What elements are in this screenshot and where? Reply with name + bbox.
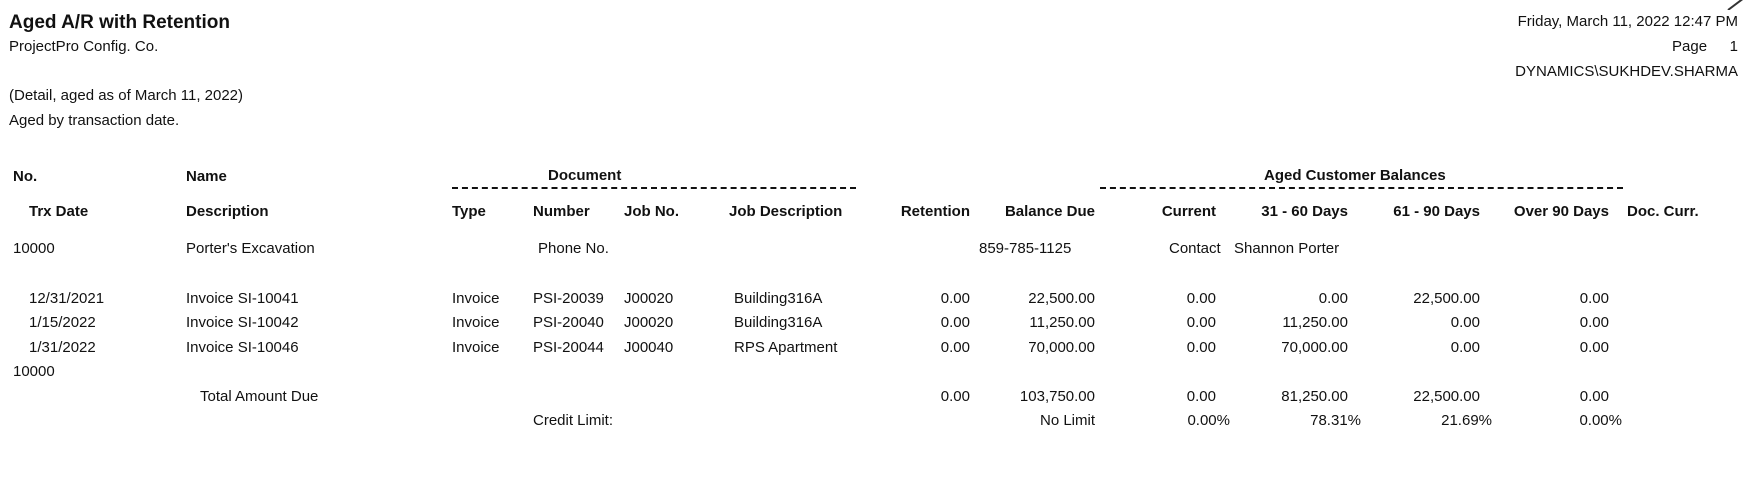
customer-phone: 859-785-1125 <box>979 240 1072 257</box>
total-current: 0.00 <box>1186 388 1216 405</box>
row-job-description: Building316A <box>734 314 823 331</box>
row-job-no: J00020 <box>624 314 674 331</box>
row-balance-due: 22,500.00 <box>1028 290 1095 307</box>
header-over-90: Over 90 Days <box>1513 203 1609 220</box>
pct-over-90: 0.00% <box>1579 412 1622 429</box>
row-current: 0.00 <box>1186 314 1216 331</box>
header-job-description: Job Description <box>729 203 843 220</box>
total-over-90: 0.00 <box>1579 388 1609 405</box>
header-description: Description <box>186 203 269 220</box>
header-current: Current <box>1161 203 1216 220</box>
row-over-90: 0.00 <box>1579 314 1609 331</box>
row-description: Invoice SI-10041 <box>186 290 299 307</box>
header-type: Type <box>452 203 486 220</box>
header-number: Number <box>533 203 590 220</box>
phone-label: Phone No. <box>538 240 609 257</box>
total-retention: 0.00 <box>940 388 970 405</box>
credit-limit-value: No Limit <box>1039 412 1095 429</box>
page-number: 1 <box>1729 38 1738 55</box>
row-over-90: 0.00 <box>1579 339 1609 356</box>
corner-edge-icon <box>1724 0 1746 10</box>
row-number: PSI-20040 <box>533 314 604 331</box>
pct-61-90: 21.69% <box>1441 412 1492 429</box>
row-type: Invoice <box>452 314 500 331</box>
header-doc-curr: Doc. Curr. <box>1627 203 1699 220</box>
row-retention: 0.00 <box>940 314 970 331</box>
header-job-no: Job No. <box>624 203 679 220</box>
row-number: PSI-20044 <box>533 339 604 356</box>
document-dashed-rule <box>452 187 856 189</box>
header-31-60: 31 - 60 Days <box>1261 203 1348 220</box>
company-name: ProjectPro Config. Co. <box>9 38 159 55</box>
row-type: Invoice <box>452 290 500 307</box>
header-61-90: 61 - 90 Days <box>1393 203 1480 220</box>
credit-limit-label: Credit Limit: <box>533 412 614 429</box>
row-current: 0.00 <box>1186 339 1216 356</box>
aged-balances-dashed-rule <box>1100 187 1623 189</box>
row-current: 0.00 <box>1186 290 1216 307</box>
customer-name: Porter's Excavation <box>186 240 315 257</box>
footer-customer-no: 10000 <box>13 363 55 380</box>
row-trx-date: 1/15/2022 <box>29 314 96 331</box>
row-trx-date: 1/31/2022 <box>29 339 96 356</box>
row-61-90: 0.00 <box>1450 314 1480 331</box>
total-amount-label: Total Amount Due <box>200 388 319 405</box>
header-no: No. <box>13 168 38 185</box>
row-31-60: 11,250.00 <box>1282 314 1348 331</box>
row-retention: 0.00 <box>940 290 970 307</box>
header-balance-due: Balance Due <box>1004 203 1095 220</box>
contact-label: Contact <box>1169 240 1221 257</box>
header-document: Document <box>548 167 622 184</box>
page-label: Page <box>1672 38 1708 55</box>
total-balance-due: 103,750.00 <box>1019 388 1095 405</box>
row-number: PSI-20039 <box>533 290 604 307</box>
report-subtitle: (Detail, aged as of March 11, 2022) <box>9 87 244 104</box>
header-trx-date: Trx Date <box>29 203 89 220</box>
total-61-90: 22,500.00 <box>1413 388 1480 405</box>
row-61-90: 0.00 <box>1450 339 1480 356</box>
row-type: Invoice <box>452 339 500 356</box>
header-name: Name <box>186 168 227 185</box>
row-description: Invoice SI-10046 <box>186 339 299 356</box>
row-31-60: 0.00 <box>1318 290 1348 307</box>
customer-contact: Shannon Porter <box>1234 240 1340 257</box>
aged-by-note: Aged by transaction date. <box>9 112 180 129</box>
row-balance-due: 11,250.00 <box>1029 314 1095 331</box>
row-trx-date: 12/31/2021 <box>29 290 105 307</box>
row-job-description: RPS Apartment <box>734 339 838 356</box>
row-job-description: Building316A <box>734 290 823 307</box>
row-31-60: 70,000.00 <box>1281 339 1348 356</box>
report-datetime: Friday, March 11, 2022 12:47 PM <box>1517 13 1738 30</box>
row-over-90: 0.00 <box>1579 290 1609 307</box>
total-31-60: 81,250.00 <box>1281 388 1348 405</box>
row-job-no: J00040 <box>624 339 674 356</box>
row-61-90: 22,500.00 <box>1413 290 1480 307</box>
row-job-no: J00020 <box>624 290 674 307</box>
header-aged-balances: Aged Customer Balances <box>1264 167 1446 184</box>
report-user: DYNAMICS\SUKHDEV.SHARMA <box>1515 63 1738 80</box>
row-balance-due: 70,000.00 <box>1028 339 1095 356</box>
row-description: Invoice SI-10042 <box>186 314 299 331</box>
customer-no: 10000 <box>13 240 55 257</box>
row-retention: 0.00 <box>940 339 970 356</box>
pct-current: 0.00% <box>1187 412 1230 429</box>
report-title: Aged A/R with Retention <box>9 12 230 33</box>
header-retention: Retention <box>900 203 970 220</box>
pct-31-60: 78.31% <box>1310 412 1361 429</box>
